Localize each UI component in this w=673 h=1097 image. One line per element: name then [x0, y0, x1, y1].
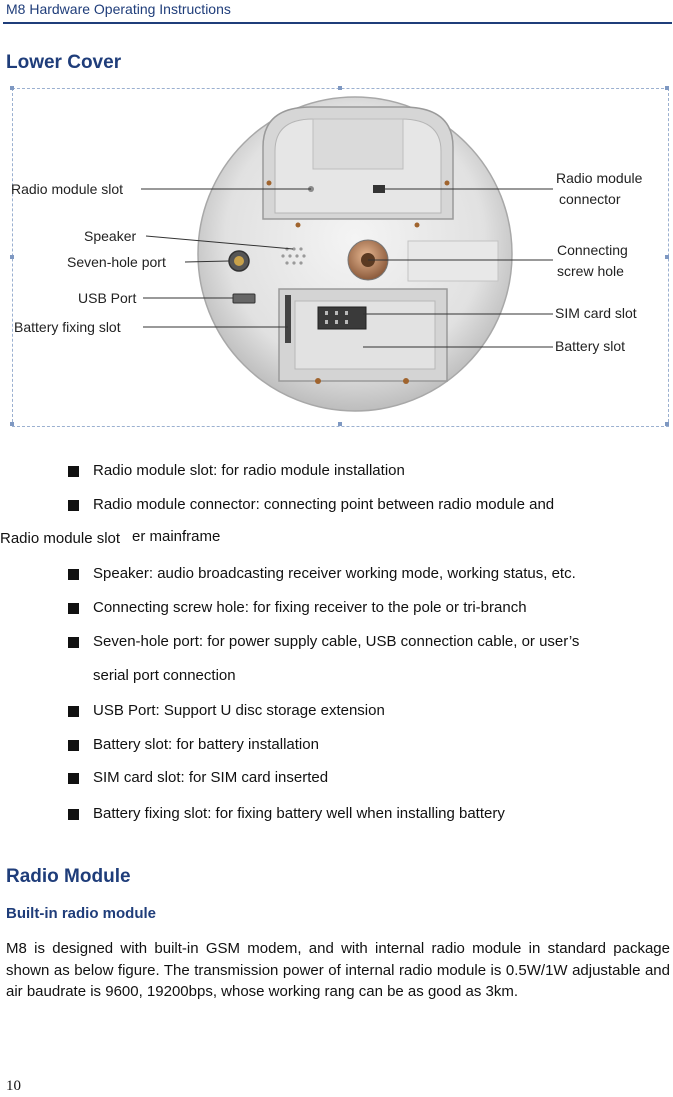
callout-battery-slot: Battery slot	[555, 338, 626, 354]
header-rule	[3, 22, 672, 24]
lower-cover-figure	[12, 88, 669, 427]
running-header: M8 Hardware Operating Instructions	[6, 1, 231, 17]
callout-speaker: Speaker	[84, 228, 137, 244]
section-title-radio-module: Radio Module	[6, 866, 131, 887]
body-paragraph: M8 is designed with built-in GSM modem, and with internal radio module in standard package shown as below figure. The transmission power of internal radio module is 0.5W/1W adjustable and air baudrate is 9600, 19200bps, whose working rang can be as good as 3km.	[6, 940, 670, 1000]
bullet-square-icon	[68, 500, 79, 511]
section-title-lower-cover: Lower Cover	[6, 52, 122, 73]
callout-battery-fixing-slot: Battery fixing slot	[14, 319, 121, 335]
callout-radio-module-connector-line1: Radio module	[556, 170, 643, 186]
sim-card-slot	[318, 307, 366, 329]
callout-radio-module-connector-line2: connector	[559, 191, 621, 207]
bullet-square-icon	[68, 637, 79, 648]
subsection-title: Built-in radio module	[6, 905, 156, 922]
callout-radio-module-slot: Radio module slot	[11, 181, 124, 197]
bullet-square-icon	[68, 466, 79, 477]
bullet-square-icon	[68, 603, 79, 614]
callout-connecting-screw-hole-line1: Connecting	[557, 242, 628, 258]
bullet-square-icon	[68, 569, 79, 580]
bullet-square-icon	[68, 740, 79, 751]
overlapping-text-a: Radio module slot	[0, 530, 121, 547]
usb-port	[233, 294, 255, 303]
callout-sim-card-slot: SIM card slot	[555, 305, 637, 321]
callout-seven-hole-port: Seven-hole port	[67, 254, 166, 270]
list-item-continuation: serial port connection	[93, 667, 236, 684]
page-number: 10	[6, 1078, 21, 1094]
bullet-square-icon	[68, 706, 79, 717]
bullet-square-icon	[68, 773, 79, 784]
battery-fixing-slot-mark	[285, 295, 291, 343]
callout-usb-port: USB Port	[78, 290, 137, 306]
bullet-square-icon	[68, 809, 79, 820]
callout-connecting-screw-hole-line2: screw hole	[557, 263, 624, 279]
overlapping-text-b: er mainframe	[132, 528, 221, 545]
